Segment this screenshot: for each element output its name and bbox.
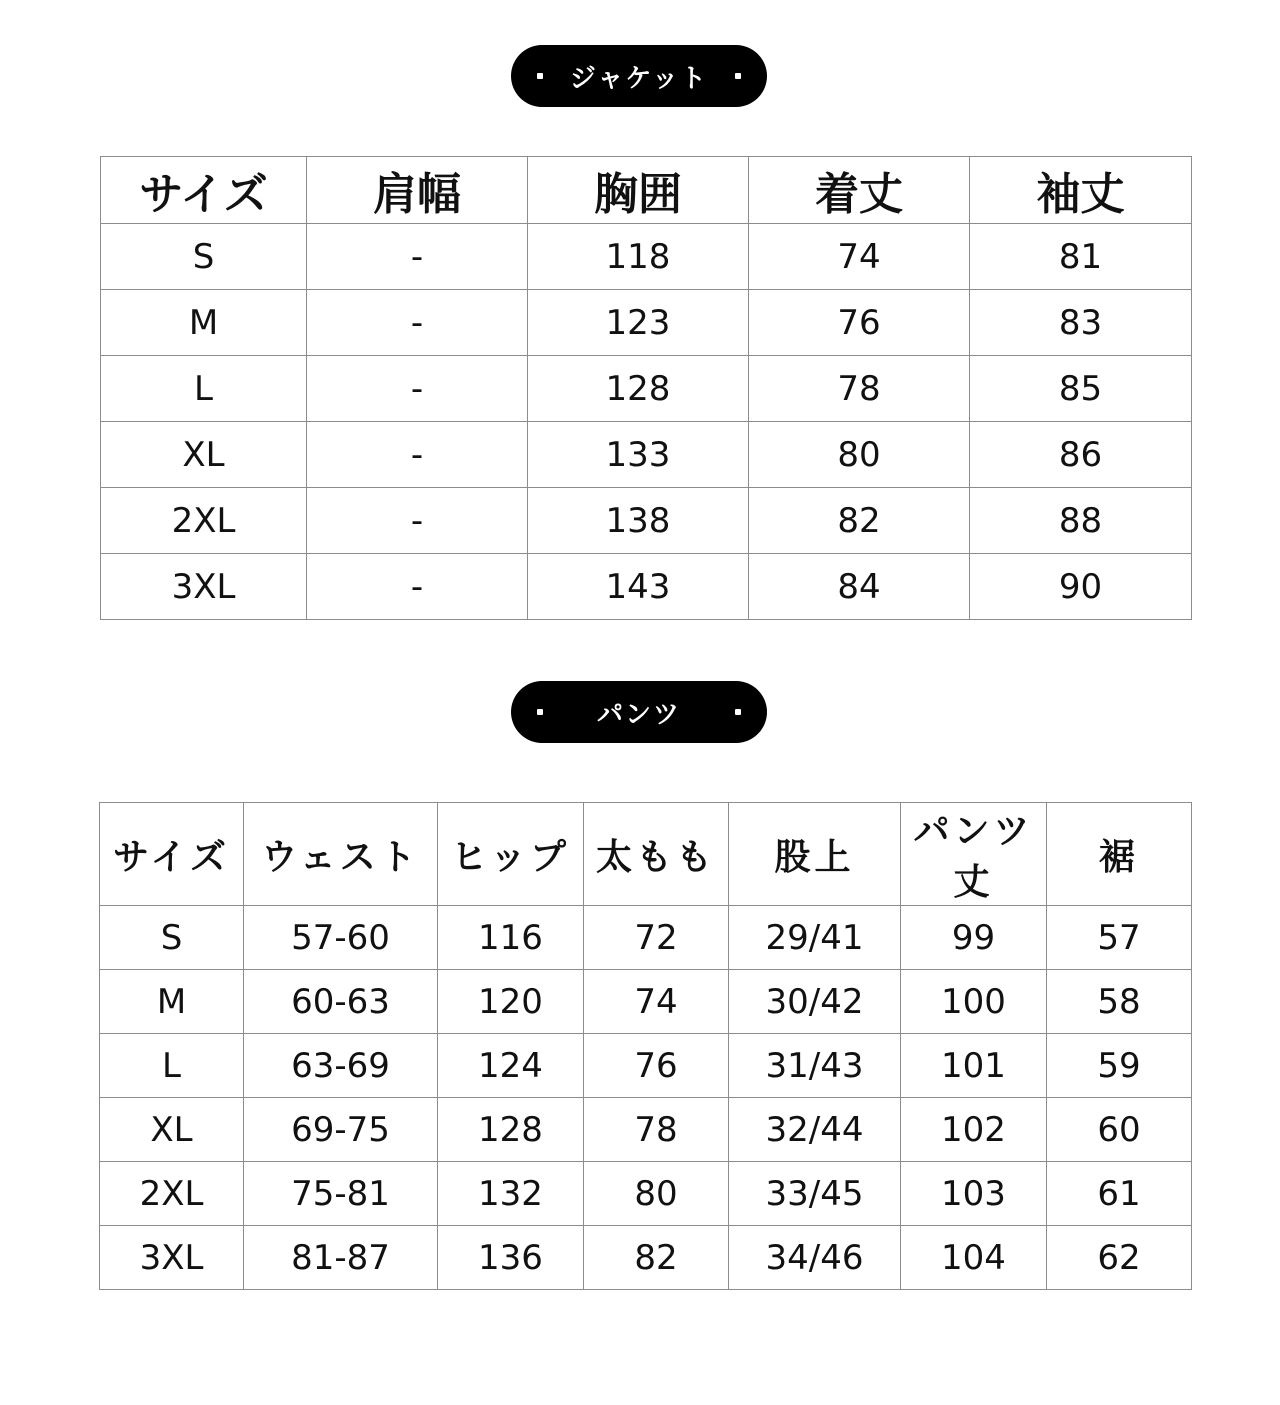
jacket-header-shoulder: 肩幅: [307, 157, 528, 224]
table-row: [101, 356, 1192, 422]
pants-cell-length: 100: [901, 970, 1047, 1034]
pants-cell-waist: 69-75: [244, 1098, 438, 1162]
pants-cell-hem: 62: [1047, 1226, 1192, 1290]
pants-cell-hip: 136: [438, 1226, 584, 1290]
pants-cell-waist: 63-69: [244, 1034, 438, 1098]
table-row: [101, 422, 1192, 488]
jacket-cell-size: 3XL: [101, 554, 307, 620]
jacket-cell-length: 74: [749, 224, 970, 290]
pants-cell-rise: 32/44: [729, 1098, 901, 1162]
jacket-cell-size: M: [101, 290, 307, 356]
pants-cell-length: 102: [901, 1098, 1047, 1162]
pants-cell-rise: 31/43: [729, 1034, 901, 1098]
jacket-cell-shoulder: -: [307, 554, 528, 620]
jacket-cell-size: L: [101, 356, 307, 422]
pants-cell-thigh: 76: [584, 1034, 729, 1098]
pants-cell-hip: 120: [438, 970, 584, 1034]
table-row: [100, 1098, 1192, 1162]
jacket-section-title: ジャケット: [569, 63, 709, 94]
jacket-header-chest: 胸囲: [528, 157, 749, 224]
table-row: [100, 1034, 1192, 1098]
jacket-cell-sleeve: 81: [970, 224, 1192, 290]
table-row: [100, 970, 1192, 1034]
pants-cell-hem: 57: [1047, 906, 1192, 970]
pants-cell-hip: 124: [438, 1034, 584, 1098]
pants-cell-hip: 128: [438, 1098, 584, 1162]
pants-cell-waist: 57-60: [244, 906, 438, 970]
pants-cell-hip: 116: [438, 906, 584, 970]
badge-dot-left: [537, 709, 543, 715]
pants-cell-size: M: [100, 970, 244, 1034]
pants-header-hip: ヒップ: [438, 803, 584, 906]
jacket-cell-sleeve: 85: [970, 356, 1192, 422]
pants-cell-hem: 60: [1047, 1098, 1192, 1162]
pants-section-title-badge: [511, 681, 767, 743]
pants-cell-rise: 33/45: [729, 1162, 901, 1226]
pants-cell-rise: 34/46: [729, 1226, 901, 1290]
pants-header-hem: 裾: [1047, 803, 1192, 906]
jacket-header-row: [101, 157, 1192, 224]
jacket-cell-chest: 138: [528, 488, 749, 554]
pants-size-table: [99, 802, 1192, 1290]
jacket-cell-chest: 123: [528, 290, 749, 356]
jacket-cell-size: S: [101, 224, 307, 290]
pants-cell-hem: 58: [1047, 970, 1192, 1034]
pants-cell-waist: 81-87: [244, 1226, 438, 1290]
jacket-cell-length: 84: [749, 554, 970, 620]
jacket-cell-shoulder: -: [307, 224, 528, 290]
table-row: [101, 290, 1192, 356]
jacket-cell-shoulder: -: [307, 488, 528, 554]
table-row: [100, 906, 1192, 970]
table-row: [101, 224, 1192, 290]
pants-cell-waist: 60-63: [244, 970, 438, 1034]
pants-cell-thigh: 80: [584, 1162, 729, 1226]
table-row: [100, 1226, 1192, 1290]
pants-header-rise: 股上: [729, 803, 901, 906]
pants-cell-waist: 75-81: [244, 1162, 438, 1226]
jacket-cell-chest: 133: [528, 422, 749, 488]
pants-cell-thigh: 82: [584, 1226, 729, 1290]
pants-cell-thigh: 74: [584, 970, 729, 1034]
jacket-cell-shoulder: -: [307, 422, 528, 488]
table-row: [101, 554, 1192, 620]
badge-dot-left: [537, 73, 543, 79]
pants-cell-size: 2XL: [100, 1162, 244, 1226]
pants-header-row: [100, 803, 1192, 906]
jacket-header-sleeve: 袖丈: [970, 157, 1192, 224]
jacket-cell-size: XL: [101, 422, 307, 488]
jacket-cell-chest: 143: [528, 554, 749, 620]
jacket-cell-sleeve: 88: [970, 488, 1192, 554]
pants-cell-hem: 61: [1047, 1162, 1192, 1226]
jacket-section-title-badge: [511, 45, 767, 107]
pants-cell-size: S: [100, 906, 244, 970]
pants-header-waist: ウェスト: [244, 803, 438, 906]
jacket-cell-shoulder: -: [307, 356, 528, 422]
pants-cell-rise: 30/42: [729, 970, 901, 1034]
jacket-cell-sleeve: 90: [970, 554, 1192, 620]
jacket-cell-length: 76: [749, 290, 970, 356]
pants-cell-length: 104: [901, 1226, 1047, 1290]
pants-cell-thigh: 72: [584, 906, 729, 970]
jacket-cell-length: 82: [749, 488, 970, 554]
table-row: [100, 1162, 1192, 1226]
pants-cell-size: 3XL: [100, 1226, 244, 1290]
pants-header-length: パンツ丈: [901, 803, 1047, 906]
table-row: [101, 488, 1192, 554]
pants-cell-rise: 29/41: [729, 906, 901, 970]
jacket-cell-length: 80: [749, 422, 970, 488]
jacket-header-size: サイズ: [101, 157, 307, 224]
jacket-cell-chest: 128: [528, 356, 749, 422]
jacket-size-table: [100, 156, 1192, 620]
pants-cell-length: 103: [901, 1162, 1047, 1226]
badge-dot-right: [735, 73, 741, 79]
pants-cell-size: L: [100, 1034, 244, 1098]
pants-header-thigh: 太もも: [584, 803, 729, 906]
pants-cell-hip: 132: [438, 1162, 584, 1226]
badge-dot-right: [735, 709, 741, 715]
pants-cell-size: XL: [100, 1098, 244, 1162]
pants-cell-length: 99: [901, 906, 1047, 970]
jacket-cell-length: 78: [749, 356, 970, 422]
pants-cell-hem: 59: [1047, 1034, 1192, 1098]
pants-header-size: サイズ: [100, 803, 244, 906]
jacket-cell-chest: 118: [528, 224, 749, 290]
jacket-cell-size: 2XL: [101, 488, 307, 554]
jacket-cell-sleeve: 83: [970, 290, 1192, 356]
jacket-cell-sleeve: 86: [970, 422, 1192, 488]
pants-section-title: パンツ: [596, 699, 681, 730]
jacket-cell-shoulder: -: [307, 290, 528, 356]
pants-cell-thigh: 78: [584, 1098, 729, 1162]
pants-cell-length: 101: [901, 1034, 1047, 1098]
jacket-header-length: 着丈: [749, 157, 970, 224]
